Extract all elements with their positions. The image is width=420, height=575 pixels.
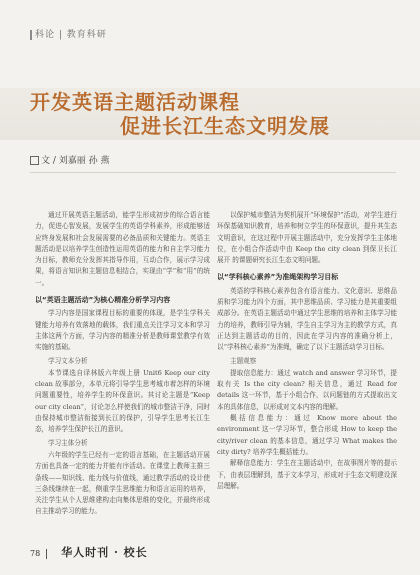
author-box-icon: [30, 156, 39, 165]
section-tag: [30, 27, 107, 40]
subheading: 学习文本分析: [48, 356, 88, 365]
page-number: 78: [30, 549, 41, 558]
title-line-2: 促进长江生态文明发展: [120, 114, 330, 138]
subheading: 学习主体分析: [48, 438, 88, 447]
page-footer: [30, 544, 148, 560]
divider: [30, 172, 396, 173]
paragraph: 通过开展英语主题活动，能学生形成初步的综合语言能力，促进心智发展，发展学生的英语学科素养，形成能够适应终身发展和社会发展需要的必备品质和关键能力。英语主题活动是以培养学生创造性运用英语的能力和自主学习能力为目标，教师充分发挥其指导作用，互动合作，展示学习成果，将语言知识和主题信息相结合，实现由“学”和“用”的统一。: [35, 211, 210, 287]
paragraph: 学习内容是国家课程目标的重要的体现，是学生学科关键能力培养有效落地的载体，我们重点关注学习文本和学习主体这两个方面，学习内容的精准分析是教师课堂教学有效实施的基础。: [35, 309, 210, 352]
subheading: 主题观察: [230, 356, 257, 365]
magazine-name: 华人时刊 · 校长: [61, 546, 148, 559]
paragraph: 提取信息能力：通过 watch and answer 学习环节，提取有关 Is the city clean? 相关信息，通过 Read for details 这一环节，基于小组合作，以问题链的方式提取出文本的具体信息，以形成对文本内容的理解。: [217, 368, 397, 411]
subheading: 以“英语主题活动”为核心精准分析学习内容: [35, 296, 171, 305]
paragraph: 六年级的学生已经有一定的语言基础，在主题活动开展方面也具备一定的能力并能有序活动。在课堂上教师主推三条线——知识线、能力线与价值线，通过教学活动的设计使三条线继续在一起，侧重学生思维能力和语言运用的培养，关注学生从个人思维建构走向集体思维的变化，并最终形成自主推动学习的能力。: [35, 450, 210, 516]
author-text: 文 / 刘嘉丽 孙 燕: [41, 156, 110, 166]
author-line: [30, 153, 109, 166]
title-line-1: 开发英语主题活动课程: [30, 90, 240, 114]
section-label: 科论 | 教育科研: [35, 30, 107, 40]
article-title: [30, 90, 400, 138]
paragraph: 英语的学科核心素养包含有语言能力、文化意识、思维品质和学习能力四个方面，其中思维品质、学习能力是其重要组成部分。在英语主题活动中通过学生思维的培养和主体学习能力的培养，教师引导为辅，学生自主学习为主的教学方式，真正达到主题活动的目的，因此在学习内容的准确分析上，以“学科核心素养”为准绳，确定了以下主题活动学习目标。: [217, 286, 397, 352]
section-bar: [30, 30, 32, 40]
paragraph: 本节课选自译林版六年级上册 Unit6 Keep our city clean 故事部分，本单元将引导学生思考城市着怎样的环境问题重要性，培养学生的环保意识。其讨论主题是“Keep our city clean”，讨论怎么样使我们的城市整洁干净，同时由保持城市整洁衔接到长江的保护，引导学生思考长江生态，培养学生保护长江的意识。: [35, 368, 210, 434]
right-column: [217, 210, 397, 492]
footer-separator: [46, 549, 47, 559]
left-column: [35, 210, 210, 518]
subheading: 以“学科核心素养”为准绳架构学习目标: [217, 273, 339, 282]
paragraph: 以保护城市整洁为契机展开“环境保护”活动，对学生进行环保基础知识教育，培养和树立学生的环保意识，提升其生态文明意识，在这过程中开展主题活动中，充分发挥学生主体地位，在小组合作活动中由 Keep the city clean 到保卫长江展开 的课题研究长江生态文明问题。: [217, 211, 397, 265]
paragraph: 概括信息能力：通过 Know more about the environment 这一学习环节，整合形成 How to keep the city/river clean 的基本信息，通过学习 What makes the city dirty? 培养学生概括能力。: [217, 414, 397, 456]
paragraph: 解释信息能力：学生在主题活动中，在故事图片等的提示下，由表层理解到，基于文本学习，形成对于生态文明建设深层理解。: [217, 459, 397, 490]
